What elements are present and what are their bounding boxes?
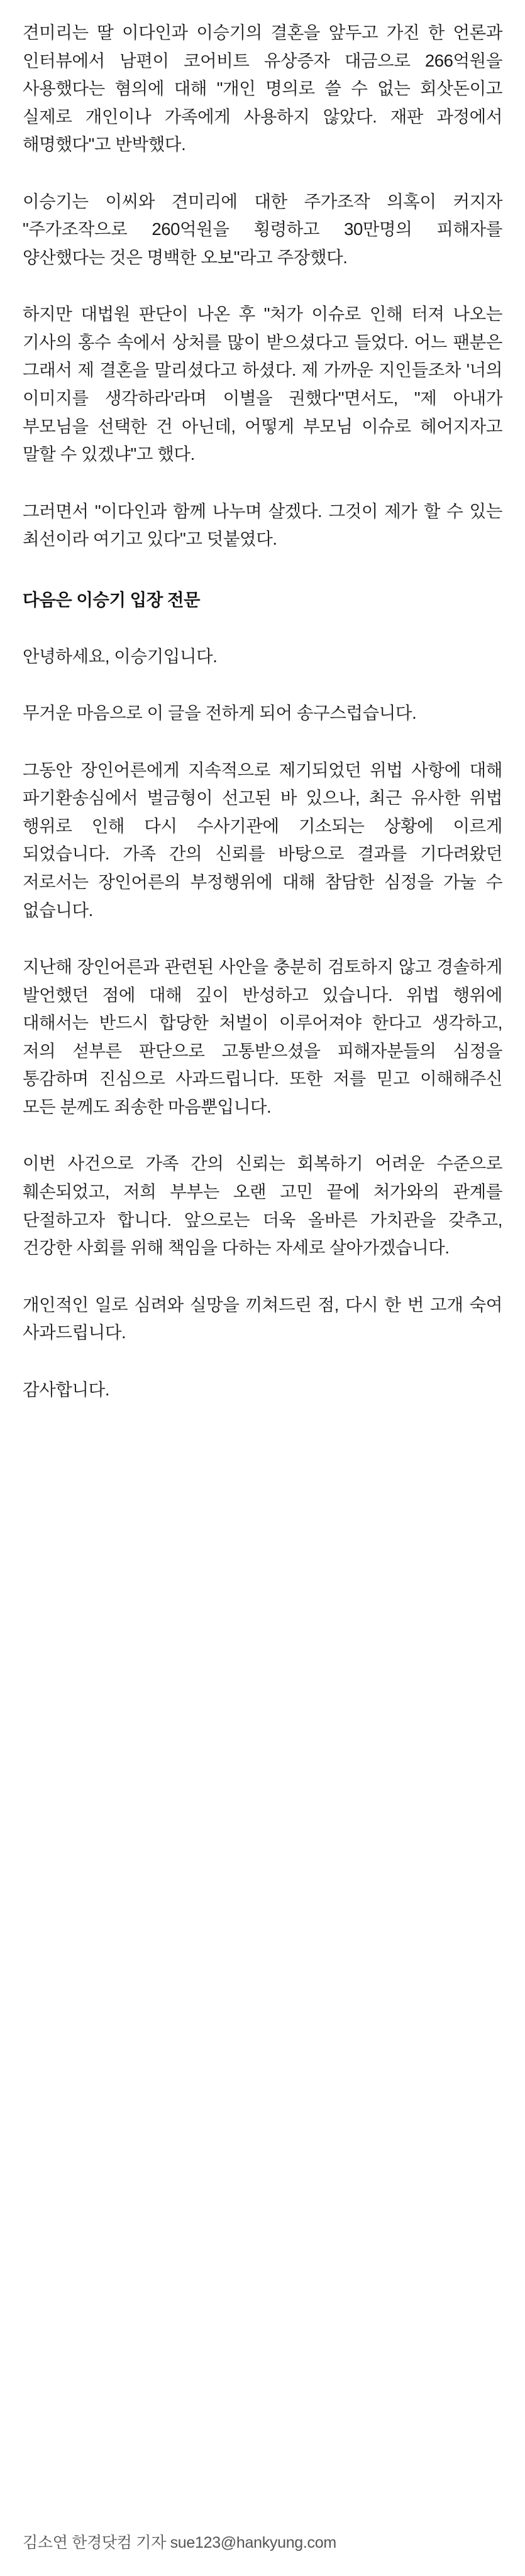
statement-paragraph: 지난해 장인어른과 관련된 사안을 충분히 검토하지 않고 경솔하게 발언했던 점에 대해 깊이 반성하고 있습니다. 위법 행위에 대해서는 반드시 합당한 처벌이 이루어져야 한다고 생각하고, 저의 섣부른 판단으로 고통받으셨을 피해자분들의 심정을 통감하며 진심으로 사과드립니다. 또한 저를 믿고 이해해주신 모든 분께도 죄송한 마음뿐입니다. [23, 957, 502, 1116]
statement-paragraph: 개인적인 일로 심려와 실망을 끼쳐드린 점, 다시 한 번 고개 숙여 사과드립니다. [23, 1294, 502, 1343]
statement-paragraph: 그동안 장인어른에게 지속적으로 제기되었던 위법 사항에 대해 파기환송심에서 벌금형이 선고된 바 있으나, 최근 유사한 위법 행위로 인해 다시 수사기관에 기소되는 상황에 이르게 되었습니다. 가족 간의 신뢰를 바탕으로 결과를 기다려왔던 저로서는 장인어른의 부정행위에 대해 참담한 심정을 가눌 수 없습니다. [23, 760, 502, 920]
article-paragraph: 견미리는 딸 이다인과 이승기의 결혼을 앞두고 가진 한 언론과 인터뷰에서 남편이 코어비트 유상증자 대금으로 266억원을 사용했다는 혐의에 대해 "개인 명의로 쓸 수 없는 회삿돈이고 실제로 개인이나 가족에게 사용하지 않았다. 재판 과정에서 해명했다"고 반박했다. [23, 23, 502, 155]
statement-paragraph: 감사합니다. [23, 1379, 110, 1399]
statement-paragraph: 무거운 마음으로 이 글을 전하게 되어 송구스럽습니다. [23, 703, 417, 723]
article-paragraph: 하지만 대법원 판단이 나온 후 "처가 이슈로 인해 터져 나오는 기사의 홍수 속에서 상처를 많이 받으셨다고 들었다. 어느 팬분은 그래서 제 결혼을 말리셨다고 하셨다. 제 가까운 지인들조차 '너의 이미지를 생각하라'라며 이별을 권했다"면서도, "제 아내가 부모님을 선택한 건 아닌데, 어떻게 부모님 이슈로 헤어지자고 말할 수 있겠냐"고 했다. [23, 304, 502, 464]
article-body [23, 19, 502, 1404]
statement-subheading: 다음은 이승기 입장 전문 [23, 589, 201, 609]
statement-paragraph: 안녕하세요, 이승기입니다. [23, 646, 218, 666]
article-paragraph: 이승기는 이씨와 견미리에 대한 주가조작 의혹이 커지자 "주가조작으로 260억원을 횡령하고 30만명의 피해자를 양산했다는 것은 명백한 오보"라고 주장했다. [23, 191, 502, 267]
statement-paragraph: 이번 사건으로 가족 간의 신뢰는 회복하기 어려운 수준으로 훼손되었고, 저희 부부는 오랜 고민 끝에 처가와의 관계를 단절하고자 합니다. 앞으로는 더욱 올바른 가치관을 갖추고, 건강한 사회를 위해 책임을 다하는 자세로 살아가겠습니다. [23, 1154, 502, 1258]
byline-container [23, 2531, 502, 2555]
article-paragraph: 그러면서 "이다인과 함께 나누며 살겠다. 그것이 제가 할 수 있는 최선이라 여기고 있다"고 덧붙였다. [23, 501, 502, 549]
byline: 김소연 한경닷컴 기자 sue123@hankyung.com [23, 2533, 336, 2551]
